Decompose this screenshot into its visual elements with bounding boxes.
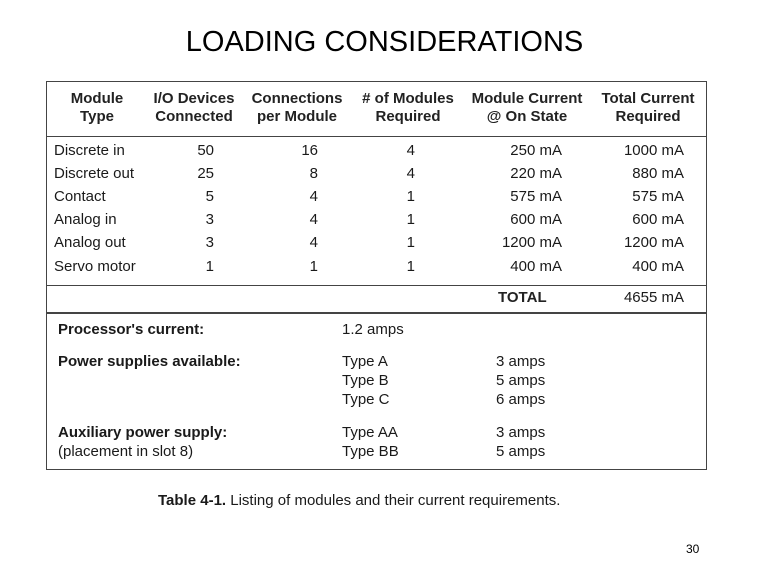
row-num-modules: 4 [406, 165, 415, 182]
row-num-modules: 1 [406, 188, 415, 205]
row-module-type: Discrete out [54, 165, 135, 182]
row-connections: 1 [309, 258, 318, 275]
row-num-modules: 1 [406, 211, 415, 228]
header-io-devices: I/O Devices Connected [153, 90, 235, 125]
row-module-type: Analog in [54, 211, 117, 228]
header-connections: Connections per Module [251, 90, 343, 125]
total-label: TOTAL [498, 289, 547, 306]
row-total-current: 600 mA [632, 211, 684, 228]
header-divider [46, 136, 707, 137]
row-total-current: 880 mA [632, 165, 684, 182]
total-value: 4655 mA [623, 289, 684, 306]
caption-number: Table 4-1. [158, 492, 227, 509]
row-module-type: Contact [54, 188, 106, 205]
row-total-current: 1200 mA [623, 234, 684, 251]
row-num-modules: 1 [406, 234, 415, 251]
power-type: Type A [342, 353, 388, 370]
row-module-type: Discrete in [54, 142, 125, 159]
power-amps: 3 amps [496, 353, 546, 370]
row-io-devices: 5 [205, 188, 214, 205]
row-io-devices: 50 [197, 142, 214, 159]
row-total-current: 1000 mA [623, 142, 684, 159]
aux-amps: 5 amps [496, 443, 546, 460]
row-io-devices: 3 [205, 234, 214, 251]
power-type: Type C [342, 391, 390, 408]
row-num-modules: 1 [406, 258, 415, 275]
page-number: 30 [686, 542, 700, 556]
header-module-current: Module Current @ On State [471, 90, 583, 125]
row-module-type: Servo motor [54, 258, 136, 275]
aux-type: Type BB [342, 443, 399, 460]
row-connections: 8 [309, 165, 318, 182]
row-module-current: 1200 mA [501, 234, 562, 251]
row-total-current: 575 mA [632, 188, 684, 205]
header-module-type: Module Type [70, 90, 124, 125]
row-total-current: 400 mA [632, 258, 684, 275]
header-num-modules: # of Modules Required [362, 90, 454, 125]
row-connections: 16 [301, 142, 318, 159]
row-connections: 4 [309, 188, 318, 205]
power-amps: 5 amps [496, 372, 546, 389]
power-supplies-label: Power supplies available: [58, 353, 241, 370]
power-amps: 6 amps [496, 391, 546, 408]
aux-supply-label: Auxiliary power supply: [58, 424, 228, 441]
row-connections: 4 [309, 234, 318, 251]
table-caption [158, 492, 560, 509]
processor-value: 1.2 amps [342, 321, 404, 338]
row-io-devices: 25 [197, 165, 214, 182]
row-module-type: Analog out [54, 234, 126, 251]
row-io-devices: 1 [205, 258, 214, 275]
total-divider [46, 285, 707, 286]
caption-text: Listing of modules and their current requirements. [226, 492, 561, 509]
row-module-current: 400 mA [510, 258, 562, 275]
processor-label: Processor's current: [58, 321, 205, 338]
row-module-current: 250 mA [510, 142, 562, 159]
row-connections: 4 [309, 211, 318, 228]
power-type: Type B [342, 372, 389, 389]
row-module-current: 600 mA [510, 211, 562, 228]
aux-type: Type AA [342, 424, 398, 441]
row-num-modules: 4 [406, 142, 415, 159]
row-module-current: 220 mA [510, 165, 562, 182]
slide-title: LOADING CONSIDERATIONS [185, 26, 584, 58]
aux-amps: 3 amps [496, 424, 546, 441]
row-module-current: 575 mA [510, 188, 562, 205]
header-total-current: Total Current Required [601, 90, 695, 125]
row-io-devices: 3 [205, 211, 214, 228]
aux-supply-note: (placement in slot 8) [58, 443, 194, 460]
